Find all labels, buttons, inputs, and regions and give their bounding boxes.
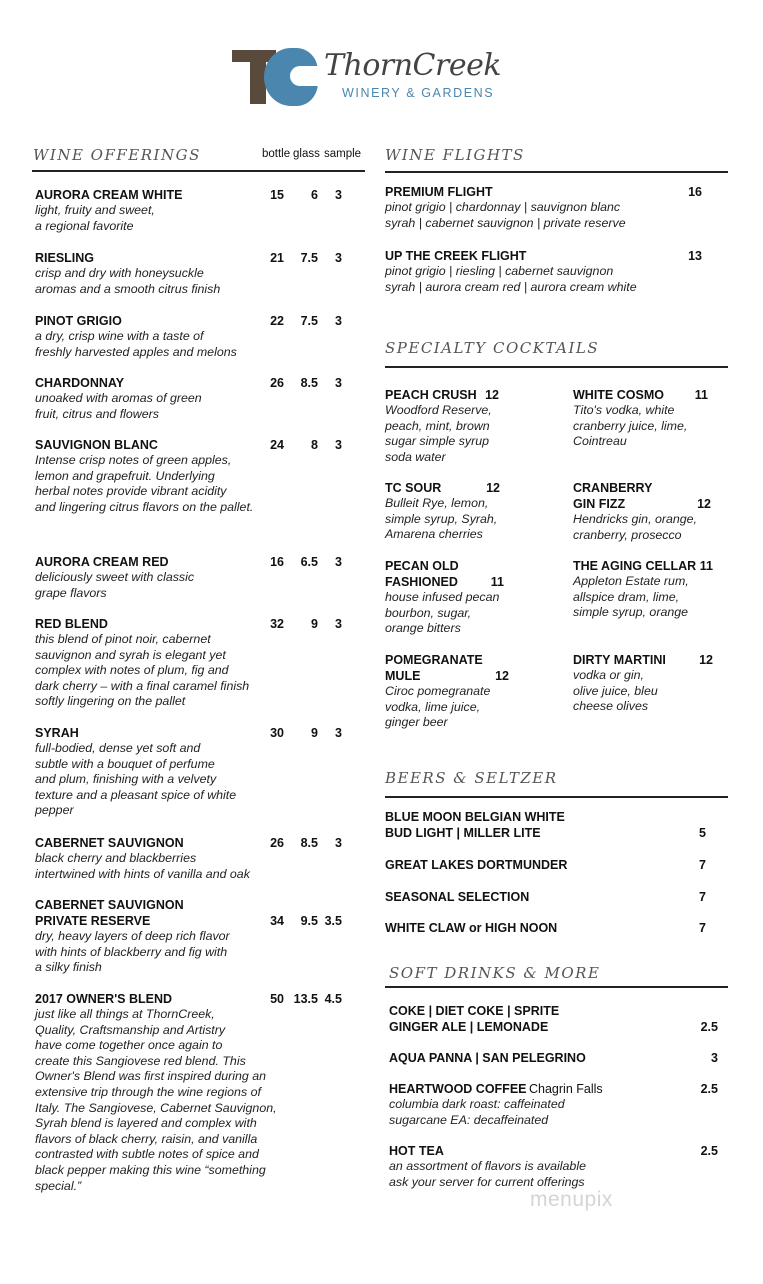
drink-price: 2.5 <box>700 1144 718 1158</box>
beer-name: GREAT LAKES DORTMUNDER <box>385 858 568 872</box>
item-description: Hendricks gin, orange, <box>573 512 697 526</box>
glass-price: 6.5 <box>300 555 318 569</box>
cocktail-name: PECAN OLD <box>385 559 459 573</box>
soft-drinks-title: SOFT DRINKS & MORE <box>389 964 601 982</box>
sample-price: 3 <box>335 314 342 328</box>
item-description: ginger beer <box>385 715 448 730</box>
flight-price: 13 <box>688 249 702 263</box>
flight-description: pinot grigio | chardonnay | sauvignon blanc <box>385 200 621 214</box>
item-description: with hints of blackberry and fig with <box>35 944 228 959</box>
item-description: texture and a pleasant spice of white <box>35 787 237 802</box>
item-description: a dry, crisp wine with a taste of <box>35 329 204 343</box>
sample-price: 3 <box>335 188 342 202</box>
item-description: freshly harvested apples and melons <box>35 344 237 359</box>
cocktail-name: MULE <box>385 669 421 683</box>
divider <box>385 796 728 798</box>
item-description: Italy. The Sangiovese, Cabernet Sauvignon, <box>35 1100 277 1115</box>
bottle-price: 26 <box>270 376 284 390</box>
item-description: create this Sangiovese red blend. This <box>35 1053 246 1068</box>
item-description: light, fruity and sweet, <box>35 203 155 217</box>
item-description: peach, mint, brown <box>385 418 490 433</box>
item-description: special.” <box>35 1178 82 1193</box>
cocktail-price: 12 <box>699 653 713 667</box>
drink-price: 2.5 <box>700 1082 718 1096</box>
cocktail-name: FASHIONED <box>385 575 458 589</box>
item-description: cranberry, prosecco <box>573 527 682 542</box>
drink-name: HOT TEA <box>389 1144 444 1158</box>
bottle-price: 34 <box>270 914 284 928</box>
drink-description: columbia dark roast: caffeinated <box>389 1097 565 1111</box>
item-description: intertwined with hints of vanilla and oak <box>35 866 250 881</box>
flight-price: 16 <box>688 185 702 199</box>
glass-price: 7.5 <box>300 314 318 328</box>
glass-price: 7.5 <box>300 251 318 265</box>
item-description: and plum, finishing with a velvety <box>35 772 217 787</box>
beer-price: 7 <box>699 890 706 904</box>
item-description: orange bitters <box>385 621 461 636</box>
item-description: allspice dram, lime, <box>573 589 680 604</box>
drink-name: GINGER ALE | LEMONADE <box>389 1020 549 1034</box>
divider <box>385 986 728 988</box>
drink-description: sugarcane EA: decaffeinated <box>389 1112 549 1127</box>
glass-price: 6 <box>311 188 318 202</box>
item-description: pepper <box>35 803 74 818</box>
drink-price: 2.5 <box>700 1020 718 1034</box>
col-bottle: bottle <box>262 148 291 160</box>
item-description: black cherry and blackberries <box>35 851 197 865</box>
item-description: Bulleit Rye, lemon, <box>385 496 489 510</box>
item-description: soda water <box>385 449 446 464</box>
bottle-price: 16 <box>270 555 284 569</box>
wine-name: CHARDONNAY <box>35 376 125 390</box>
cocktail-name: POMEGRANATE <box>385 653 483 667</box>
wine-name: AURORA CREAM RED <box>35 555 169 569</box>
cocktail-price: 11 <box>694 388 708 402</box>
divider <box>385 171 728 173</box>
bottle-price: 32 <box>270 617 284 631</box>
item-description: Quality, Craftsmanship and Artistry <box>35 1022 226 1037</box>
sample-price: 3.5 <box>324 914 342 928</box>
item-description: this blend of pinot noir, cabernet <box>35 632 211 646</box>
item-description: Appleton Estate rum, <box>573 574 689 588</box>
item-description: aromas and a smooth citrus finish <box>35 281 221 296</box>
glass-price: 9.5 <box>300 914 318 928</box>
sample-price: 3 <box>335 836 342 850</box>
bottle-price: 26 <box>270 836 284 850</box>
sample-price: 4.5 <box>324 992 342 1006</box>
item-description: lemon and grapefruit. Underlying <box>35 468 215 483</box>
item-description: sauvignon and syrah is elegant yet <box>35 647 226 662</box>
item-description: have come together once again to <box>35 1038 223 1053</box>
item-description: and lingering citrus flavors on the pallet. <box>35 499 254 514</box>
drink-name: AQUA PANNA | SAN PELEGRINO <box>389 1051 586 1065</box>
cocktail-price: 12 <box>697 497 711 511</box>
wine-name: SAUVIGNON BLANC <box>35 438 158 452</box>
beer-name: BUD LIGHT | MILLER LITE <box>385 826 541 840</box>
item-description: complex with notes of plum, fig and <box>35 663 229 678</box>
item-description: olive juice, bleu <box>573 683 658 698</box>
item-description: crisp and dry with honeysuckle <box>35 266 204 280</box>
wine-name: RED BLEND <box>35 617 108 631</box>
bottle-price: 50 <box>270 992 284 1006</box>
beers-title: BEERS & SELTZER <box>385 769 558 787</box>
glass-price: 8.5 <box>300 836 318 850</box>
item-description: Woodford Reserve, <box>385 403 492 417</box>
bottle-price: 24 <box>270 438 284 452</box>
cocktail-name: GIN FIZZ <box>573 497 626 511</box>
cocktail-name: TC SOUR <box>385 481 442 495</box>
item-description: Syrah blend is layered and complex with <box>35 1116 257 1131</box>
col-glass: glass <box>293 148 320 160</box>
sample-price: 3 <box>335 438 342 452</box>
logo-subtitle: WINERY & GARDENS <box>342 86 495 100</box>
bottle-price: 30 <box>270 726 284 740</box>
item-description: vodka or gin, <box>573 668 644 682</box>
thorncreek-logo <box>232 48 532 108</box>
drink-name: HEARTWOOD COFFEE <box>389 1082 527 1096</box>
glass-price: 9 <box>311 617 318 631</box>
divider <box>385 366 728 368</box>
beer-name: BLUE MOON BELGIAN WHITE <box>385 810 565 824</box>
wine-name: SYRAH <box>35 726 79 740</box>
drink-description: an assortment of flavors is available <box>389 1159 586 1173</box>
drink-price: 3 <box>711 1051 718 1065</box>
sample-price: 3 <box>335 617 342 631</box>
item-description: vodka, lime juice, <box>385 699 481 714</box>
wine-name: RIESLING <box>35 251 95 265</box>
beer-name: WHITE CLAW or HIGH NOON <box>385 921 558 935</box>
flight-name: PREMIUM FLIGHT <box>385 185 493 199</box>
item-description: simple syrup, Syrah, <box>385 511 498 526</box>
wine-name: PRIVATE RESERVE <box>35 914 151 928</box>
wine-flights-title: WINE FLIGHTS <box>385 146 525 164</box>
item-description: bourbon, sugar, <box>385 605 472 620</box>
glass-price: 9 <box>311 726 318 740</box>
item-description: extensive trip through the wine regions of <box>35 1085 261 1099</box>
cocktails-title: SPECIALTY COCKTAILS <box>385 339 600 357</box>
item-description: flavors of black cherry, raisin, and vanilla <box>35 1131 258 1146</box>
logo-name: ThornCreek <box>324 48 502 83</box>
sample-price: 3 <box>335 251 342 265</box>
beer-name: SEASONAL SELECTION <box>385 890 530 904</box>
drink-description: ask your server for current offerings <box>389 1174 585 1189</box>
flight-description: pinot grigio | riesling | cabernet sauvignon <box>385 264 614 278</box>
cocktail-name: CRANBERRY <box>573 481 653 495</box>
glass-price: 8 <box>311 438 318 452</box>
item-description: deliciously sweet with classic <box>35 570 195 584</box>
cocktail-price: 11 <box>490 575 504 589</box>
item-description: dark cherry – with a final caramel finish <box>35 678 250 693</box>
menupix-watermark: menupix <box>530 1188 613 1211</box>
item-description: full-bodied, dense yet soft and <box>35 741 201 755</box>
item-description: Intense crisp notes of green apples, <box>35 453 232 467</box>
drink-origin: Chagrin Falls <box>529 1082 603 1096</box>
item-description: Owner's Blend was first inspired during an <box>35 1069 267 1084</box>
flight-name: UP THE CREEK FLIGHT <box>385 249 527 263</box>
item-description: grape flavors <box>35 585 107 600</box>
item-description: Ciroc pomegranate <box>385 684 491 698</box>
sample-price: 3 <box>335 376 342 390</box>
cocktail-name: DIRTY MARTINI <box>573 653 666 667</box>
item-description: black pepper making this wine “something <box>35 1163 266 1177</box>
item-description: dry, heavy layers of deep rich flavor <box>35 929 230 943</box>
wine-offerings-title: WINE OFFERINGS <box>33 146 201 164</box>
item-description: cheese olives <box>573 699 649 714</box>
item-description: a silky finish <box>35 960 102 975</box>
wine-name: PINOT GRIGIO <box>35 314 122 328</box>
glass-price: 13.5 <box>293 992 318 1006</box>
item-description: fruit, citrus and flowers <box>35 406 159 421</box>
item-description: softly lingering on the pallet <box>35 694 186 709</box>
wine-name: AURORA CREAM WHITE <box>35 188 183 202</box>
cocktail-price: 11 <box>699 559 713 573</box>
wine-name: 2017 OWNER'S BLEND <box>35 992 173 1006</box>
logo-monogram-c <box>264 48 318 106</box>
wine-name: CABERNET SAUVIGNON <box>35 836 184 850</box>
bottle-price: 22 <box>270 314 284 328</box>
glass-price: 8.5 <box>300 376 318 390</box>
beer-price: 5 <box>699 826 706 840</box>
item-description: subtle with a bouquet of perfume <box>35 756 215 771</box>
cocktail-name: THE AGING CELLAR <box>573 559 697 573</box>
item-description: Amarena cherries <box>385 527 483 542</box>
cocktail-price: 12 <box>486 481 500 495</box>
item-description: herbal notes provide vibrant acidity <box>35 484 227 499</box>
item-description: contrasted with subtle notes of spice and <box>35 1147 259 1162</box>
col-sample: sample <box>324 148 362 160</box>
bottle-price: 21 <box>270 251 284 265</box>
item-description: cranberry juice, lime, <box>573 418 688 433</box>
item-description: Tito's vodka, white <box>573 403 675 417</box>
item-description: simple syrup, orange <box>573 605 689 620</box>
item-description: Cointreau <box>573 434 627 449</box>
sample-price: 3 <box>335 555 342 569</box>
beer-price: 7 <box>699 921 706 935</box>
item-description: just like all things at ThornCreek, <box>35 1007 215 1021</box>
sample-price: 3 <box>335 726 342 740</box>
wine-name: CABERNET SAUVIGNON <box>35 898 184 912</box>
item-description: house infused pecan <box>385 590 500 604</box>
flight-description: syrah | aurora cream red | aurora cream white <box>385 279 637 294</box>
cocktail-price: 12 <box>495 669 509 683</box>
cocktail-name: PEACH CRUSH <box>385 388 477 402</box>
cocktail-name: WHITE COSMO <box>573 388 664 402</box>
item-description: unoaked with aromas of green <box>35 391 202 405</box>
beer-price: 7 <box>699 858 706 872</box>
divider <box>32 170 365 172</box>
cocktail-price: 12 <box>485 388 499 402</box>
item-description: a regional favorite <box>35 218 134 233</box>
drink-name: COKE | DIET COKE | SPRITE <box>389 1004 560 1018</box>
item-description: sugar simple syrup <box>385 434 489 449</box>
flight-description: syrah | cabernet sauvignon | private reserve <box>385 215 626 230</box>
bottle-price: 15 <box>270 188 284 202</box>
